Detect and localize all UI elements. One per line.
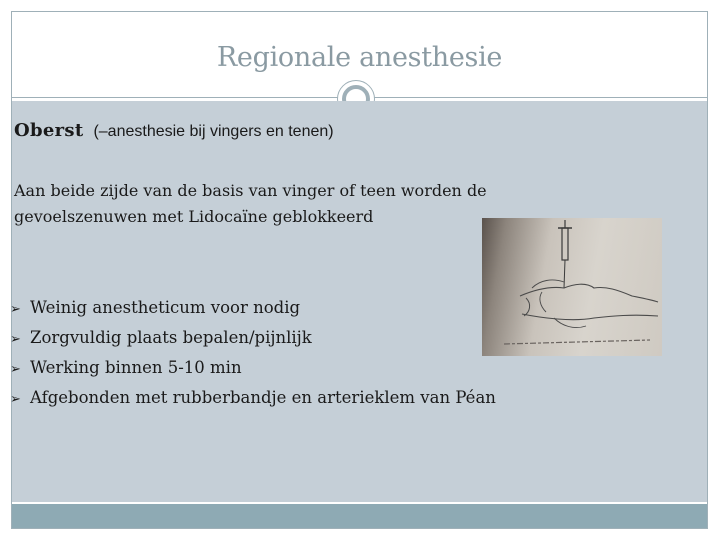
list-item — [10, 354, 496, 384]
arrow-bullet-icon: ➢ — [10, 332, 21, 347]
bullet-text: Werking binnen 5-10 min — [30, 358, 242, 377]
paragraph-line: gevoelszenuwen met Lidocaïne geblokkeerd — [14, 207, 374, 226]
subheading — [14, 120, 334, 141]
arrow-bullet-icon: ➢ — [10, 362, 21, 377]
arrow-bullet-icon: ➢ — [10, 302, 21, 317]
bullet-text: Zorgvuldig plaats bepalen/pijnlijk — [30, 328, 312, 347]
paragraph-line: Aan beide zijde van de basis van vinger of teen worden de — [14, 181, 487, 200]
list-item — [10, 324, 496, 354]
footer-bar — [12, 504, 707, 528]
arrow-bullet-icon: ➢ — [10, 392, 21, 407]
bullet-list — [10, 294, 496, 414]
list-item — [10, 384, 496, 414]
slide-title: Regionale anesthesie — [216, 42, 503, 73]
bullet-text: Afgebonden met rubberbandje en arterieklem van Péan — [30, 388, 496, 407]
subheading-description: (–anesthesie bij vingers en tenen) — [93, 123, 334, 140]
subheading-lead: Oberst — [14, 120, 84, 141]
bullet-text: Weinig anestheticum voor nodig — [30, 298, 301, 317]
description-paragraph — [14, 178, 534, 230]
list-item — [10, 294, 496, 324]
hand-injection-illustration — [482, 218, 662, 356]
